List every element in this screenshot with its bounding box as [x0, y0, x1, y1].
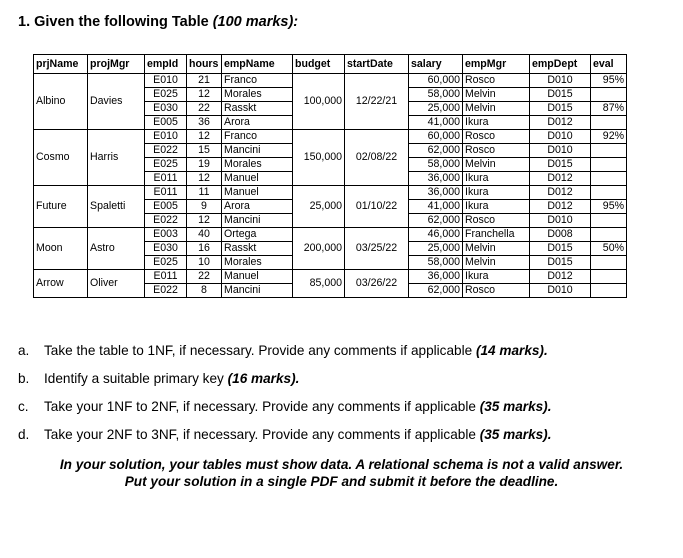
table-row: [34, 270, 627, 284]
cell-prjname: Future: [34, 186, 88, 228]
cell-startdate: 03/26/22: [345, 270, 409, 298]
cell-empdept: D012: [530, 270, 591, 284]
cell-hours: 16: [187, 242, 222, 256]
table-row: [34, 130, 627, 144]
column-header-eval: eval: [591, 55, 627, 74]
cell-empdept: D012: [530, 200, 591, 214]
cell-hours: 12: [187, 130, 222, 144]
column-header-empdept: empDept: [530, 55, 591, 74]
column-header-projmgr: projMgr: [88, 55, 145, 74]
cell-eval: 50%: [591, 242, 627, 256]
cell-empdept: D010: [530, 130, 591, 144]
cell-projmgr: Harris: [88, 130, 145, 186]
cell-empmgr: Rosco: [463, 144, 530, 158]
cell-eval: 95%: [591, 74, 627, 88]
cell-startdate: 12/22/21: [345, 74, 409, 130]
cell-startdate: 01/10/22: [345, 186, 409, 228]
cell-projmgr: Oliver: [88, 270, 145, 298]
cell-salary: 36,000: [409, 186, 463, 200]
cell-eval: 87%: [591, 102, 627, 116]
cell-empmgr: Rosco: [463, 214, 530, 228]
cell-empdept: D015: [530, 158, 591, 172]
cell-empname: Morales: [222, 256, 293, 270]
cell-empid: E011: [145, 186, 187, 200]
cell-empmgr: Melvin: [463, 256, 530, 270]
cell-empname: Arora: [222, 116, 293, 130]
cell-budget: 150,000: [293, 130, 345, 186]
column-header-empname: empName: [222, 55, 293, 74]
cell-hours: 36: [187, 116, 222, 130]
cell-empid: E030: [145, 242, 187, 256]
table-header-row: [34, 55, 627, 74]
table-row: [34, 74, 627, 88]
cell-eval: [591, 228, 627, 242]
question-marks: (14 marks).: [475, 343, 548, 358]
cell-eval: [591, 172, 627, 186]
cell-empmgr: Rosco: [463, 284, 530, 298]
cell-salary: 46,000: [409, 228, 463, 242]
question-body: Take your 1NF to 2NF, if necessary. Provide any comments if applicable: [44, 399, 476, 414]
cell-hours: 10: [187, 256, 222, 270]
cell-prjname: Albino: [34, 74, 88, 130]
cell-empname: Mancini: [222, 284, 293, 298]
cell-budget: 200,000: [293, 228, 345, 270]
cell-startdate: 03/25/22: [345, 228, 409, 270]
cell-empid: E010: [145, 74, 187, 88]
cell-empname: Rasskt: [222, 102, 293, 116]
cell-empdept: D010: [530, 144, 591, 158]
cell-salary: 36,000: [409, 270, 463, 284]
cell-eval: [591, 284, 627, 298]
cell-empname: Mancini: [222, 144, 293, 158]
cell-salary: 62,000: [409, 214, 463, 228]
cell-empid: E011: [145, 270, 187, 284]
cell-empname: Franco: [222, 74, 293, 88]
cell-hours: 21: [187, 74, 222, 88]
cell-eval: 92%: [591, 130, 627, 144]
cell-empname: Manuel: [222, 270, 293, 284]
cell-empid: E005: [145, 200, 187, 214]
cell-budget: 25,000: [293, 186, 345, 228]
cell-startdate: 02/08/22: [345, 130, 409, 186]
cell-empmgr: Rosco: [463, 74, 530, 88]
cell-empdept: D012: [530, 116, 591, 130]
column-header-startdate: startDate: [345, 55, 409, 74]
cell-empid: E030: [145, 102, 187, 116]
cell-empdept: D015: [530, 242, 591, 256]
question-label: c.: [18, 399, 29, 414]
cell-empname: Morales: [222, 88, 293, 102]
instruction-line-2: Put your solution in a single PDF and submit it before the deadline.: [124, 474, 559, 489]
cell-empmgr: Ikura: [463, 172, 530, 186]
question-a: [18, 343, 548, 358]
question-text: Given the following Table: [34, 14, 209, 30]
cell-empid: E011: [145, 172, 187, 186]
instruction-line-1: In your solution, your tables must show data. A relational schema is not a valid answer.: [59, 457, 624, 472]
cell-empid: E025: [145, 256, 187, 270]
cell-empmgr: Melvin: [463, 88, 530, 102]
cell-empdept: D015: [530, 88, 591, 102]
cell-hours: 12: [187, 172, 222, 186]
column-header-empid: empId: [145, 55, 187, 74]
cell-empmgr: Melvin: [463, 242, 530, 256]
cell-empmgr: Rosco: [463, 130, 530, 144]
cell-empname: Mancini: [222, 214, 293, 228]
question-label: d.: [18, 427, 30, 442]
cell-salary: 58,000: [409, 88, 463, 102]
question-c: [18, 399, 552, 414]
cell-empdept: D010: [530, 214, 591, 228]
cell-hours: 12: [187, 214, 222, 228]
cell-salary: 60,000: [409, 130, 463, 144]
table-row: [34, 228, 627, 242]
column-header-prjname: prjName: [34, 55, 88, 74]
cell-hours: 11: [187, 186, 222, 200]
question-label: a.: [18, 343, 30, 358]
cell-hours: 12: [187, 88, 222, 102]
cell-hours: 8: [187, 284, 222, 298]
cell-empname: Manuel: [222, 186, 293, 200]
cell-empmgr: Franchella: [463, 228, 530, 242]
cell-salary: 62,000: [409, 284, 463, 298]
cell-projmgr: Spaletti: [88, 186, 145, 228]
cell-empdept: D015: [530, 256, 591, 270]
cell-hours: 15: [187, 144, 222, 158]
question-number: 1.: [18, 14, 31, 30]
project-table: [33, 54, 627, 298]
cell-empmgr: Ikura: [463, 270, 530, 284]
question-marks: (35 marks).: [479, 399, 552, 414]
cell-prjname: Cosmo: [34, 130, 88, 186]
cell-eval: [591, 144, 627, 158]
cell-empdept: D008: [530, 228, 591, 242]
question-d: [18, 427, 552, 442]
cell-empmgr: Ikura: [463, 116, 530, 130]
cell-eval: [591, 256, 627, 270]
cell-salary: 41,000: [409, 200, 463, 214]
cell-prjname: Arrow: [34, 270, 88, 298]
cell-empdept: D012: [530, 172, 591, 186]
cell-hours: 19: [187, 158, 222, 172]
cell-empname: Franco: [222, 130, 293, 144]
cell-salary: 58,000: [409, 158, 463, 172]
cell-empid: E010: [145, 130, 187, 144]
cell-empdept: D010: [530, 74, 591, 88]
cell-hours: 40: [187, 228, 222, 242]
cell-salary: 58,000: [409, 256, 463, 270]
cell-empid: E003: [145, 228, 187, 242]
cell-empid: E022: [145, 284, 187, 298]
cell-budget: 100,000: [293, 74, 345, 130]
cell-eval: [591, 88, 627, 102]
question-body: Take your 2NF to 3NF, if necessary. Provide any comments if applicable: [44, 427, 476, 442]
cell-eval: [591, 214, 627, 228]
question-label: b.: [18, 371, 30, 386]
question-b: [18, 371, 299, 386]
cell-empmgr: Melvin: [463, 158, 530, 172]
table-body: [34, 74, 627, 298]
column-header-empmgr: empMgr: [463, 55, 530, 74]
cell-empid: E025: [145, 88, 187, 102]
question-marks: (100 marks):: [212, 14, 299, 30]
cell-empname: Arora: [222, 200, 293, 214]
cell-empmgr: Ikura: [463, 186, 530, 200]
cell-eval: [591, 116, 627, 130]
cell-budget: 85,000: [293, 270, 345, 298]
cell-projmgr: Davies: [88, 74, 145, 130]
cell-eval: [591, 186, 627, 200]
cell-salary: 36,000: [409, 172, 463, 186]
cell-empname: Ortega: [222, 228, 293, 242]
cell-prjname: Moon: [34, 228, 88, 270]
cell-empname: Manuel: [222, 172, 293, 186]
cell-salary: 62,000: [409, 144, 463, 158]
table-row: [34, 186, 627, 200]
cell-empdept: D010: [530, 284, 591, 298]
cell-projmgr: Astro: [88, 228, 145, 270]
question-marks: (35 marks).: [479, 427, 552, 442]
column-header-hours: hours: [187, 55, 222, 74]
question-body: Identify a suitable primary key: [44, 371, 224, 386]
cell-hours: 9: [187, 200, 222, 214]
cell-empmgr: Ikura: [463, 200, 530, 214]
cell-salary: 60,000: [409, 74, 463, 88]
cell-hours: 22: [187, 270, 222, 284]
cell-salary: 25,000: [409, 102, 463, 116]
cell-salary: 41,000: [409, 116, 463, 130]
cell-eval: [591, 158, 627, 172]
cell-salary: 25,000: [409, 242, 463, 256]
cell-eval: 95%: [591, 200, 627, 214]
question-heading: [18, 14, 298, 30]
cell-empdept: D012: [530, 186, 591, 200]
cell-hours: 22: [187, 102, 222, 116]
question-body: Take the table to 1NF, if necessary. Provide any comments if applicable: [44, 343, 473, 358]
cell-empid: E022: [145, 214, 187, 228]
cell-empname: Rasskt: [222, 242, 293, 256]
cell-empid: E022: [145, 144, 187, 158]
column-header-salary: salary: [409, 55, 463, 74]
cell-empname: Morales: [222, 158, 293, 172]
column-header-budget: budget: [293, 55, 345, 74]
cell-empmgr: Melvin: [463, 102, 530, 116]
cell-empdept: D015: [530, 102, 591, 116]
cell-empid: E005: [145, 116, 187, 130]
question-marks: (16 marks).: [227, 371, 300, 386]
cell-eval: [591, 270, 627, 284]
cell-empid: E025: [145, 158, 187, 172]
